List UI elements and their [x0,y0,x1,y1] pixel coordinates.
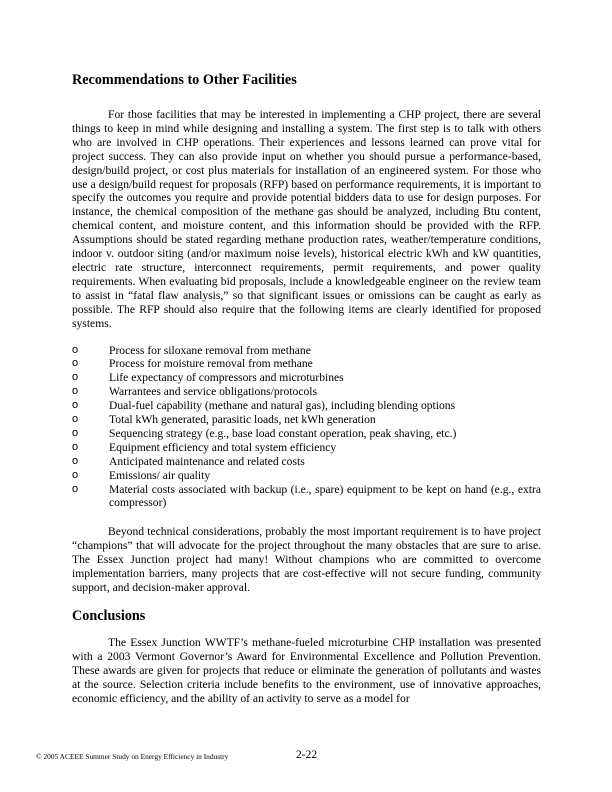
list-item-text: Warrantees and service obligations/protocols [109,385,318,399]
bullet-marker: o [72,413,79,426]
list-item [72,371,541,385]
list-item-text: Process for moisture removal from methane [109,357,313,371]
recommendations-paragraph-2: Beyond technical considerations, probably the most important requirement is to have project “champions” that will advocate for the project throughout the many obstacles that are sure to arise. The Essex Junction project had many! Without champions who are committed to overcome implementation barriers, many projects that are cost-effective will not secure funding, community support, and decision-maker approval. [72,525,541,594]
bullet-marker: o [72,482,79,495]
list-item [72,469,541,483]
list-item-text: Sequencing strategy (e.g., base load constant operation, peak shaving, etc.) [109,426,457,440]
list-item [72,357,541,371]
requirements-bullet-list [72,344,541,511]
bullet-marker: o [72,468,79,481]
list-item [72,427,541,441]
bullet-marker: o [72,426,79,439]
section-heading-conclusions: Conclusions [72,607,146,624]
bullet-marker: o [72,454,79,467]
bullet-marker: o [72,357,79,370]
list-item [72,483,541,511]
bullet-marker: o [72,343,79,356]
list-item-text: Equipment efficiency and total system efficiency [109,440,337,454]
page-number: 2-22 [296,749,318,761]
list-item-text: Life expectancy of compressors and microturbines [109,371,344,385]
recommendations-paragraph-1: For those facilities that may be interested in implementing a CHP project, there are several things to keep in mind while designing and installing a system. The first step is to talk with others who are involved in CHP operations. Their experiences and lessons learned can prove vital for project success. They can also provide input on whether you should pursue a performance-based, design/build project, or cost plus materials for installation of an engineered system. For those who use a design/build request for proposals (RFP) based on performance requirements, it is important to specify the outcomes you require and provide potential bidders data to use for design purposes. For instance, the chemical composition of the methane gas should be analyzed, including Btu content, chemical content, and moisture content, and this information should be provided with the RFP. Assumptions should be stated regarding methane production rates, weather/temperature conditions, indoor v. outdoor siting (and/or maximum noise levels), historical electric kWh and kW quantities, electric rate structure, interconnect requirements, permit requirements, and power quality requirements. When evaluating bid proposals, include a knowledgeable engineer on the review team to assist in “fatal flaw analysis,” so that significant issues or omissions can be caught as early as possible. The RFP should also require that the following items are clearly identified for proposed systems. [72,108,541,330]
document-page [72,70,541,705]
bullet-marker: o [72,440,79,453]
bullet-marker: o [72,399,79,412]
list-item-text: Process for siloxane removal from methane [109,343,311,357]
footer-copyright: © 2005 ACEEE Summer Study on Energy Efficiency in Industry [36,752,229,761]
bullet-marker: o [72,371,79,384]
list-item-text: Material costs associated with backup (i.e., spare) equipment to be kept on hand (e.g., extra compressor) [109,482,541,510]
bullet-marker: o [72,385,79,398]
list-item-text: Emissions/ air quality [109,468,211,482]
list-item-text: Dual-fuel capability (methane and natural gas), including blending options [109,399,456,413]
list-item [72,399,541,413]
list-item [72,413,541,427]
list-item [72,344,541,358]
list-item [72,385,541,399]
list-item [72,455,541,469]
list-item-text: Anticipated maintenance and related costs [109,454,305,468]
list-item-text: Total kWh generated, parasitic loads, net kWh generation [109,413,376,427]
conclusions-paragraph-1: The Essex Junction WWTF’s methane-fueled microturbine CHP installation was presented with a 2003 Vermont Governor’s Award for Environmental Excellence and Pollution Prevention. These awards are given for projects that reduce or eliminate the generation of pollutants and wastes at the source. Selection criteria include benefits to the environment, use of innovative approaches, economic efficiency, and the ability of an activity to serve as a model for [72,635,541,705]
list-item [72,441,541,455]
section-heading-recommendations: Recommendations to Other Facilities [72,72,297,88]
